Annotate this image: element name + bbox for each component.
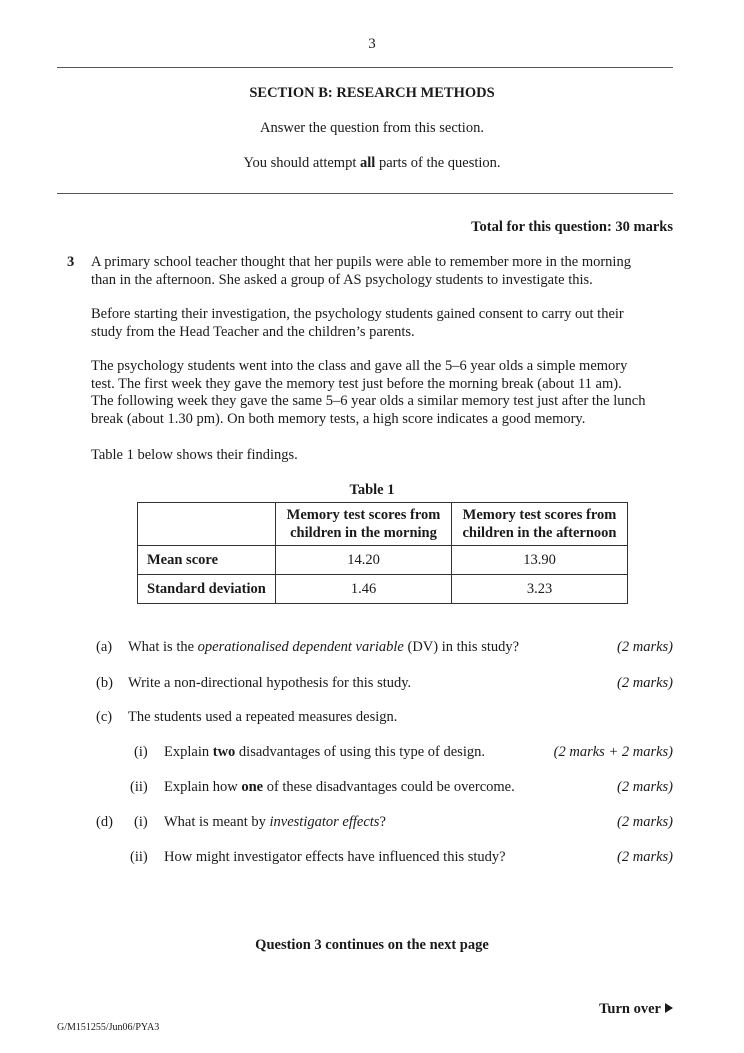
- section-instruction-2: You should attempt all parts of the question.: [243, 155, 501, 171]
- part-d-i-label: (i): [134, 814, 148, 830]
- table-header-afternoon: Memory test scores from children in the afternoon: [452, 503, 628, 546]
- question-paragraph-4: Table 1 below shows their findings.: [91, 447, 298, 463]
- header-rule: [57, 67, 673, 68]
- table-cell-afternoon: 3.23: [452, 575, 628, 604]
- table-row-label: Standard deviation: [138, 575, 276, 604]
- continues-note: Question 3 continues on the next page: [255, 937, 489, 953]
- question-paragraph-3: The psychology students went into the class and gave all the 5–6 year olds a simple memory test. The first week they gave the memory test just before the morning break (about 11 am). The following week they gave the same 5–6 year olds a similar memory test just after the lunch break (about 1.30 pm). On both memory tests, a high score indicates a good memory.: [91, 358, 646, 427]
- turn-over: Turn over: [599, 1001, 673, 1018]
- part-d-ii-label: (ii): [130, 849, 148, 865]
- part-a-marks: (2 marks): [617, 639, 673, 655]
- part-a-label: (a): [96, 639, 113, 655]
- section-instruction-1: Answer the question from this section.: [260, 120, 484, 136]
- part-d-i-marks: (2 marks): [617, 814, 673, 830]
- question-number: 3: [67, 254, 75, 270]
- part-a-text: What is the operationalised dependent variable (DV) in this study?: [128, 639, 520, 655]
- total-marks: Total for this question: 30 marks: [471, 219, 673, 235]
- part-b-label: (b): [96, 675, 113, 691]
- table-cell-afternoon: 13.90: [452, 546, 628, 575]
- part-c-i-label: (i): [134, 744, 148, 760]
- question-paragraph-1: A primary school teacher thought that her pupils were able to remember more in the morning than in the afternoon. She asked a group of AS psychology students to investigate this.: [91, 254, 631, 288]
- footer-code: G/M151255/Jun06/PYA3: [57, 1022, 160, 1033]
- part-c-label: (c): [96, 709, 113, 725]
- part-b-text: Write a non-directional hypothesis for this study.: [128, 675, 412, 691]
- page-number: 3: [368, 36, 376, 52]
- table-row-label: Mean score: [138, 546, 276, 575]
- part-b-marks: (2 marks): [617, 675, 673, 691]
- table-header-morning: Memory test scores from children in the morning: [276, 503, 452, 546]
- table-caption: Table 1: [349, 482, 395, 498]
- part-c-text: The students used a repeated measures design.: [128, 709, 398, 725]
- section-rule: [57, 193, 673, 194]
- table-header-row: [138, 503, 628, 546]
- table-row: [138, 575, 628, 604]
- table-cell-morning: 1.46: [276, 575, 452, 604]
- right-arrow-icon: [665, 1003, 673, 1013]
- part-c-ii-text: Explain how one of these disadvantages could be overcome.: [164, 779, 515, 795]
- table-corner-cell: [138, 503, 276, 546]
- part-d-ii-marks: (2 marks): [617, 849, 673, 865]
- table-row: [138, 546, 628, 575]
- part-c-i-text: Explain two disadvantages of using this type of design.: [164, 744, 485, 760]
- part-c-i-marks: (2 marks + 2 marks): [553, 744, 673, 760]
- part-c-ii-label: (ii): [130, 779, 148, 795]
- part-d-label: (d): [96, 814, 113, 830]
- part-c-ii-marks: (2 marks): [617, 779, 673, 795]
- table-cell-morning: 14.20: [276, 546, 452, 575]
- question-paragraph-2: Before starting their investigation, the psychology students gained consent to carry out their study from the Head Teacher and the children’s parents.: [91, 306, 624, 340]
- part-d-i-text: What is meant by investigator effects?: [164, 814, 386, 830]
- results-table: [137, 502, 628, 604]
- part-d-ii-text: How might investigator effects have influenced this study?: [164, 849, 506, 865]
- section-title: SECTION B: RESEARCH METHODS: [249, 85, 495, 101]
